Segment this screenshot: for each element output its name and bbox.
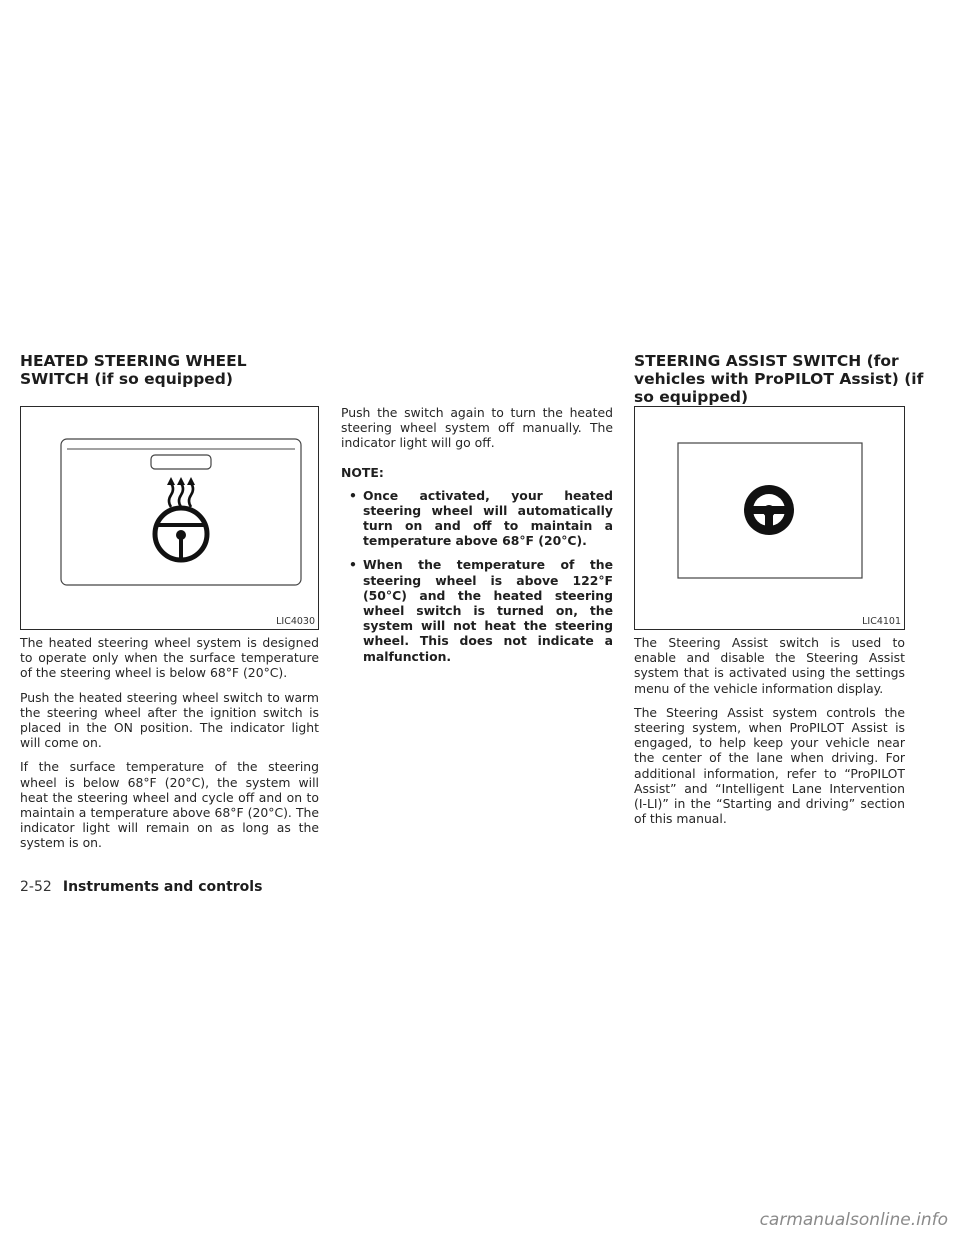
- page-number: 2-52: [20, 879, 52, 895]
- paragraph: Push the switch again to turn the heated steering wheel system off manually. The indicator light will go off.: [341, 405, 613, 451]
- watermark: carmanualsonline.info: [759, 1210, 948, 1230]
- heated-steering-illustration: [21, 407, 318, 629]
- steering-assist-illustration: [635, 407, 904, 629]
- left-body-text: [20, 635, 319, 851]
- note-label: NOTE:: [341, 464, 384, 480]
- note-item: • Once activated, your heated steering wheel will automatically turn on and off to maintain a temperature above 68°F (20°C).: [349, 487, 613, 549]
- paragraph: The Steering Assist system controls the steering system, when ProPILOT Assist is engaged, to help keep your vehicle near the center of the lane when driving. For additional information, refer to “ProPILOT Assist” and “Intelligent Lane Intervention (I-LI)” in the “Starting and driving” section of this manual.: [634, 704, 905, 827]
- paragraph: Push the heated steering wheel switch to warm the steering wheel after the ignition switch is placed in the ON position. The indicator light will come on.: [20, 689, 319, 751]
- page-footer: [20, 876, 262, 895]
- section-heading-steering-assist: STEERING ASSIST SWITCH (for vehicles with ProPILOT Assist) (if so equipped): [634, 352, 924, 406]
- figure-code-left: LIC4030: [276, 616, 315, 627]
- section-heading-heated-steering: HEATED STEERING WHEEL SWITCH (if so equipped): [20, 352, 247, 388]
- figure-steering-assist-switch: [634, 406, 905, 630]
- figure-heated-steering-switch: [20, 406, 319, 630]
- heated-steering-wheel-icon: [155, 477, 207, 560]
- steering-assist-wheel-icon: [744, 485, 794, 535]
- paragraph: The Steering Assist switch is used to enable and disable the Steering Assist system that is activated using the settings menu of the vehicle information display.: [634, 635, 905, 696]
- paragraph: The heated steering wheel system is designed to operate only when the surface temperature of the steering wheel is below 68°F (20°C).: [20, 635, 319, 681]
- paragraph: If the surface temperature of the steering wheel is below 68°F (20°C), the system will heat the steering wheel and cycle off and on to maintain a temperature above 68°F (20°C). The indicator light will remain on as long as the system is on.: [20, 759, 319, 851]
- note-item: • When the temperature of the steering wheel is above 122°F (50°C) and the heated steering wheel switch is turned on, the system will not heat the steering wheel. This does not indicate a malfunction.: [349, 557, 613, 664]
- footer-section-name: Instruments and controls: [62, 879, 263, 895]
- middle-body-text: [341, 405, 613, 664]
- figure-code-right: LIC4101: [862, 616, 901, 627]
- right-body-text: [634, 635, 905, 826]
